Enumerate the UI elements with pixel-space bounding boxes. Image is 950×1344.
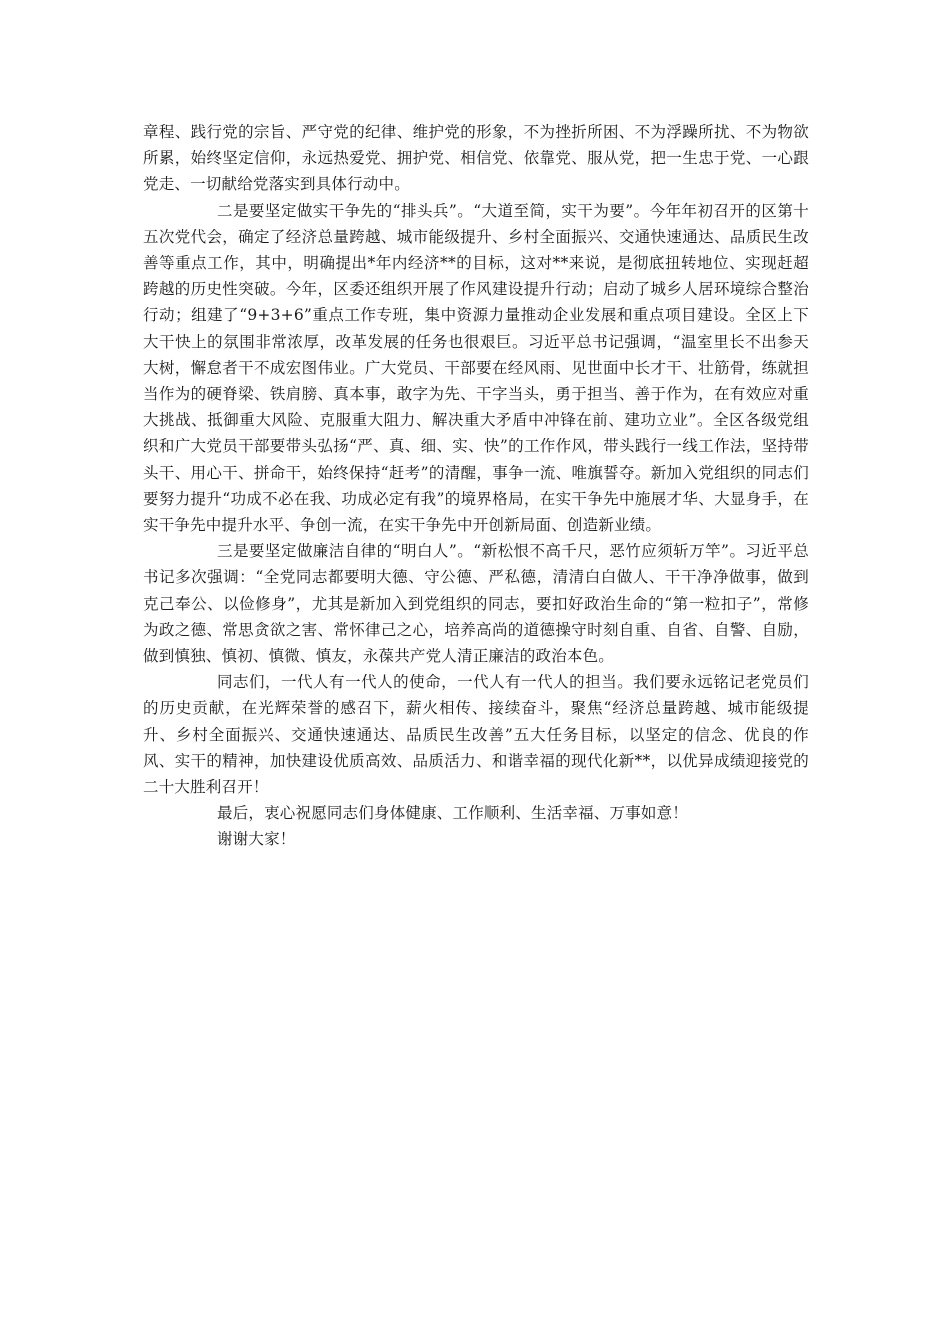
document-body	[143, 119, 809, 853]
paragraph-wishes: 最后，衷心祝愿同志们身体健康、工作顺利、生活幸福、万事如意！	[217, 804, 689, 823]
paragraph-thanks: 谢谢大家！	[217, 830, 296, 849]
paragraph-continuation: 章程、践行党的宗旨、严守党的纪律、维护党的形象，不为挫折所困、不为浮躁所扰、不为物欲所累，始终坚定信仰，永远热爱党、拥护党、相信党、依靠党、服从党，把一生忠于党、一心跟党走、一切献给党落实到具体行动中。	[143, 123, 809, 194]
paragraph-point-two: 二是要坚定做实干争先的“排头兵”。“大道至简，实干为要”。今年年初召开的区第十五次党代会，确定了经济总量跨越、城市能级提升、乡村全面振兴、交通快速通达、品质民生改善等重点工作，其中，明确提出*年内经济**的目标，这对**来说，是彻底扭转地位、实现赶超跨越的历史性突破。今年，区委还组织开展了作风建设提升行动；启动了城乡人居环境综合整治行动；组建了“9+3+6”重点工作专班，集中资源力量推动企业发展和重点项目建设。全区上下大干快上的氛围非常浓厚，改革发展的任务也很艰巨。习近平总书记强调，“温室里长不出参天大树，懈怠者干不成宏图伟业。广大党员、干部要在经风雨、见世面中长才干、壮筋骨，练就担当作为的硬脊梁、铁肩膀、真本事，敢字为先、干字当头，勇于担当、善于作为，在有效应对重大挑战、抵御重大风险、克服重大阻力、解决重大矛盾中冲锋在前、建功立业”。全区各级党组织和广大党员干部要带头弘扬“严、真、细、实、快”的工作作风，带头践行一线工作法，坚持带头干、用心干、拼命干，始终保持“赶考”的清醒，事争一流、唯旗誓夺。新加入党组织的同志们要努力提升“功成不必在我、功成必定有我”的境界格局，在实干争先中施展才华、大显身手，在实干争先中提升水平、争创一流，在实干争先中开创新局面、创造新业绩。	[143, 201, 809, 535]
paragraph-point-three: 三是要坚定做廉洁自律的“明白人”。“新松恨不高千尺，恶竹应须斩万竿”。习近平总书记多次强调：“全党同志都要明大德、守公德、严私德，清清白白做人、干干净净做事，做到克己奉公、以俭修身”，尤其是新加入到党组织的同志，要扣好政治生命的“第一粒扣子”，常修为政之德、常思贪欲之害、常怀律己之心，培养高尚的道德操守时刻自重、自省、自警、自励，做到慎独、慎初、慎微、慎友，永葆共产党人清正廉洁的政治本色。	[143, 542, 809, 666]
paragraph-closing-call: 同志们，一代人有一代人的使命，一代人有一代人的担当。我们要永远铭记老党员们的历史贡献，在光辉荣誉的感召下，薪火相传、接续奋斗，聚焦“经济总量跨越、城市能级提升、乡村全面振兴、交通快速通达、品质民生改善”五大任务目标，以坚定的信念、优良的作风、实干的精神，加快建设优质高效、品质活力、和谐幸福的现代化新**，以优异成绩迎接党的二十大胜利召开！	[143, 673, 809, 797]
